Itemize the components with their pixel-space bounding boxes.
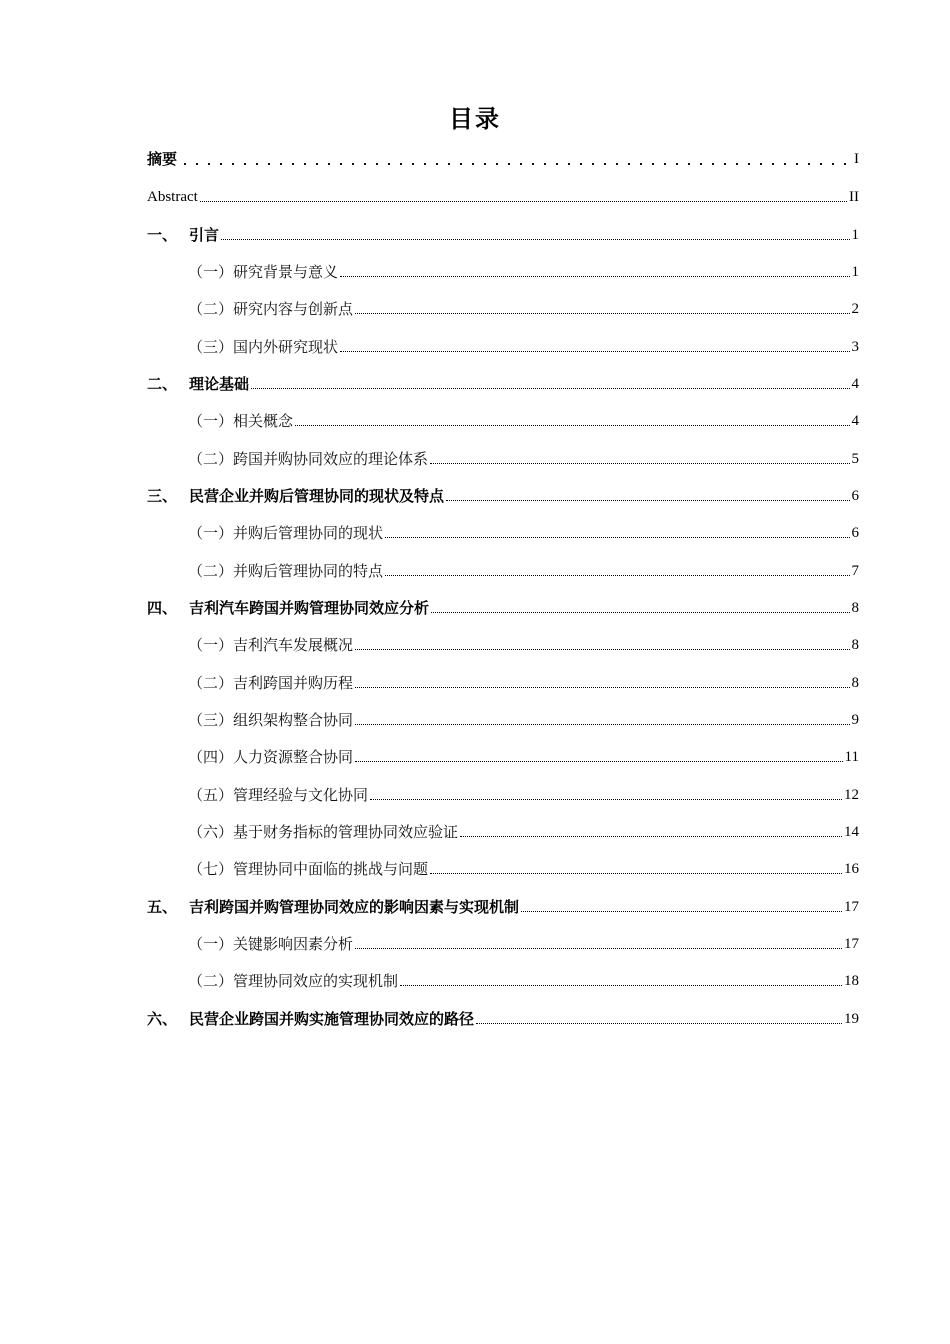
toc-entry-label: （三）国内外研究现状	[188, 338, 339, 356]
toc-entry-section-4-1[interactable]	[147, 633, 859, 655]
section-title: 吉利汽车跨国并购管理协同效应分析	[189, 599, 430, 617]
dot-leader	[385, 574, 849, 576]
toc-entry-abstract-en[interactable]	[147, 185, 859, 207]
dot-leader	[370, 798, 842, 800]
dot-leader	[340, 275, 849, 277]
dot-leader	[460, 835, 842, 837]
toc-entry-page: I	[854, 151, 859, 167]
toc-entry-label: （二）吉利跨国并购历程	[188, 674, 354, 692]
toc-entry-section-3-2[interactable]	[147, 559, 859, 581]
toc-entry-page: 6	[851, 525, 859, 541]
dot-leader	[385, 536, 849, 538]
section-title: 吉利跨国并购管理协同效应的影响因素与实现机制	[189, 898, 520, 916]
toc-entry-section-4-2[interactable]	[147, 671, 859, 693]
dot-leader	[476, 1022, 842, 1024]
toc-entry-abstract-zh[interactable]	[147, 147, 859, 169]
toc-entry-label: （一）研究背景与意义	[188, 263, 339, 281]
dot-leader	[430, 462, 849, 464]
toc-entry-page: 7	[851, 563, 859, 579]
toc-entry-label	[147, 486, 444, 506]
section-title: 理论基础	[189, 375, 250, 393]
section-number: 四、	[147, 599, 178, 617]
toc-entry-section-6[interactable]	[147, 1007, 859, 1029]
toc-entry-page: 2	[851, 301, 859, 317]
toc-entry-section-4-6[interactable]	[147, 820, 859, 842]
toc-entry-section-5-2[interactable]	[147, 969, 859, 991]
toc-entry-section-4-3[interactable]	[147, 708, 859, 730]
toc-entry-page: 19	[844, 1011, 859, 1027]
dot-leader	[340, 350, 849, 352]
toc-entry-label	[147, 598, 429, 618]
section-number: 三、	[147, 487, 178, 505]
toc-entry-page: 17	[844, 936, 859, 952]
dot-leader	[446, 499, 849, 501]
toc-entry-label: Abstract	[147, 189, 198, 205]
toc-entry-page: 18	[844, 973, 859, 989]
toc-entry-page: 4	[851, 413, 859, 429]
toc-entry-page: 16	[844, 861, 859, 877]
dot-leader	[221, 238, 849, 240]
section-number: 二、	[147, 375, 178, 393]
section-title: 引言	[189, 226, 220, 244]
toc-entry-section-1[interactable]	[147, 223, 859, 245]
toc-entry-label: （二）跨国并购协同效应的理论体系	[188, 450, 429, 468]
toc-entry-section-4-5[interactable]	[147, 783, 859, 805]
toc-entry-page: 12	[844, 787, 859, 803]
toc-entry-label: （六）基于财务指标的管理协同效应验证	[188, 823, 459, 841]
toc-entry-label	[147, 225, 219, 245]
toc-entry-label: （一）关键影响因素分析	[188, 935, 354, 953]
dot-leader	[521, 910, 842, 912]
toc-entry-label: （二）管理协同效应的实现机制	[188, 972, 399, 990]
toc-entry-section-2-1[interactable]	[147, 409, 859, 431]
dot-leader	[355, 686, 849, 688]
toc-entry-page: II	[849, 189, 859, 205]
dot-leader	[295, 424, 849, 426]
dot-leader	[200, 200, 847, 202]
toc-entry-section-4[interactable]	[147, 596, 859, 618]
toc-entry-section-4-4[interactable]	[147, 745, 859, 767]
toc-entry-label: （三）组织架构整合协同	[188, 711, 354, 729]
toc-entry-page: 17	[844, 899, 859, 915]
toc-entry-label: （五）管理经验与文化协同	[188, 786, 369, 804]
toc-entry-page: 14	[844, 824, 859, 840]
toc-entry-section-3-1[interactable]	[147, 521, 859, 543]
toc-entry-section-5[interactable]	[147, 895, 859, 917]
toc-entry-page: 8	[851, 600, 859, 616]
section-title: 民营企业并购后管理协同的现状及特点	[189, 487, 445, 505]
dot-leader	[355, 648, 849, 650]
toc-entry-label: （二）研究内容与创新点	[188, 300, 354, 318]
section-number: 六、	[147, 1010, 178, 1028]
dot-leader	[400, 984, 842, 986]
toc-entry-label	[147, 897, 519, 917]
toc-entry-section-4-7[interactable]	[147, 857, 859, 879]
toc-entry-label: （四）人力资源整合协同	[188, 748, 354, 766]
toc-entry-page: 1	[851, 227, 859, 243]
toc-entry-section-1-3[interactable]	[147, 335, 859, 357]
toc-entry-section-1-1[interactable]	[147, 260, 859, 282]
toc-entry-page: 11	[844, 749, 859, 765]
toc-entry-section-2[interactable]	[147, 372, 859, 394]
section-number: 一、	[147, 226, 178, 244]
toc-entry-label: 摘要	[147, 150, 178, 168]
toc-entry-section-5-1[interactable]	[147, 932, 859, 954]
toc-entry-label: （一）并购后管理协同的现状	[188, 524, 384, 542]
toc-entry-page: 5	[851, 451, 859, 467]
dot-leader	[355, 312, 849, 314]
toc-title: 目录	[449, 105, 501, 133]
dot-leader	[179, 152, 852, 166]
toc-entry-page: 8	[851, 675, 859, 691]
dot-leader	[430, 872, 842, 874]
toc-entry-label: （一）相关概念	[188, 412, 294, 430]
dot-leader	[431, 611, 849, 613]
toc-entry-label: （二）并购后管理协同的特点	[188, 562, 384, 580]
toc-entry-section-2-2[interactable]	[147, 447, 859, 469]
toc-entry-page: 4	[851, 376, 859, 392]
dot-leader	[251, 387, 849, 389]
toc-entry-section-1-2[interactable]	[147, 297, 859, 319]
toc-entry-page: 9	[851, 712, 859, 728]
section-number: 五、	[147, 898, 178, 916]
section-title: 民营企业跨国并购实施管理协同效应的路径	[189, 1010, 475, 1028]
toc-entry-section-3[interactable]	[147, 484, 859, 506]
dot-leader	[355, 760, 843, 762]
toc-entry-page: 3	[851, 339, 859, 355]
toc-entry-page: 1	[851, 264, 859, 280]
toc-entry-label	[147, 374, 249, 394]
toc-entry-page: 8	[851, 637, 859, 653]
toc-entry-label	[147, 1009, 474, 1029]
dot-leader	[355, 723, 849, 725]
toc-entry-page: 6	[851, 488, 859, 504]
toc-entry-label: （七）管理协同中面临的挑战与问题	[188, 860, 429, 878]
toc-entry-label: （一）吉利汽车发展概况	[188, 636, 354, 654]
dot-leader	[355, 947, 842, 949]
